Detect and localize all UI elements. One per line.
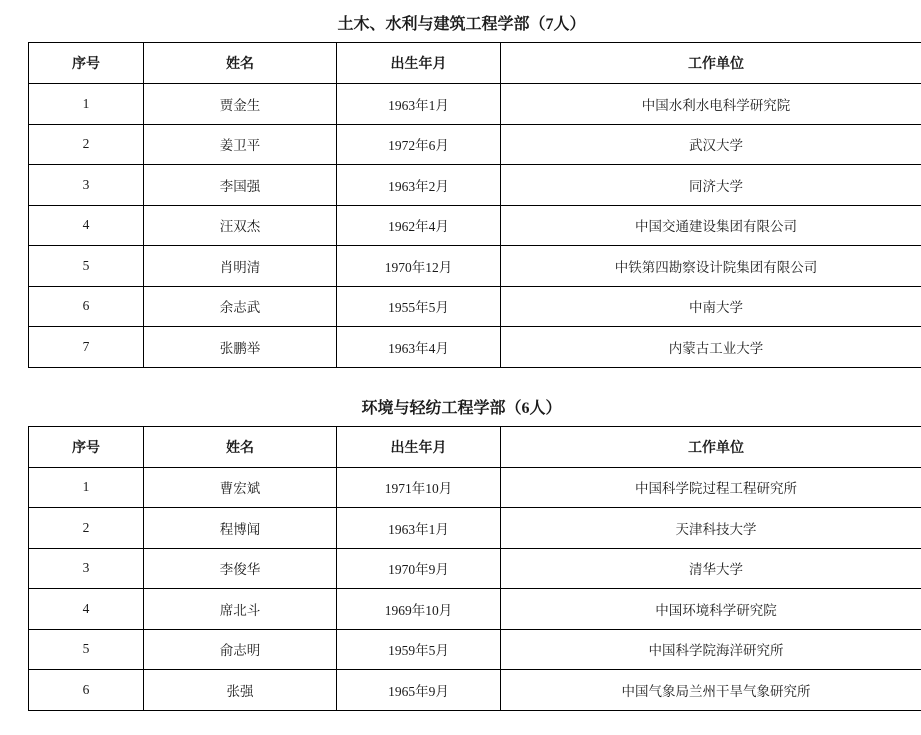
col-header-no: 序号 xyxy=(29,43,144,84)
cell-work-unit: 中国交通建设集团有限公司 xyxy=(501,205,921,246)
cell-birth-date: 1970年9月 xyxy=(337,548,501,589)
cell-birth-date: 1963年4月 xyxy=(337,327,501,368)
table-body xyxy=(29,467,921,710)
table-row xyxy=(29,548,921,589)
cell-birth-date: 1963年2月 xyxy=(337,165,501,206)
cell-birth-date: 1962年4月 xyxy=(337,205,501,246)
cell-name: 余志武 xyxy=(144,286,337,327)
cell-serial-number: 2 xyxy=(29,124,144,165)
cell-work-unit: 中国气象局兰州干旱气象研究所 xyxy=(501,670,921,711)
cell-work-unit: 中国科学院海洋研究所 xyxy=(501,629,921,670)
cell-birth-date: 1963年1月 xyxy=(337,508,501,549)
cell-work-unit: 武汉大学 xyxy=(501,124,921,165)
section-title-civil: 土木、水利与建筑工程学部（7人） xyxy=(337,16,586,33)
header-row xyxy=(29,43,921,84)
division-section-environment xyxy=(0,368,921,711)
cell-work-unit: 中国环境科学研究院 xyxy=(501,589,921,630)
table-row xyxy=(29,286,921,327)
cell-work-unit: 中国水利水电科学研究院 xyxy=(501,84,921,125)
table-row xyxy=(29,508,921,549)
col-header-org: 工作单位 xyxy=(501,43,921,84)
cell-birth-date: 1959年5月 xyxy=(337,629,501,670)
table-row xyxy=(29,670,921,711)
cell-work-unit: 中国科学院过程工程研究所 xyxy=(501,467,921,508)
col-header-birth: 出生年月 xyxy=(337,426,501,467)
section-title-environment: 环境与轻纺工程学部（6人） xyxy=(361,399,562,417)
table-row xyxy=(29,124,921,165)
col-header-no: 序号 xyxy=(29,426,144,467)
cell-name: 肖明清 xyxy=(144,246,337,287)
cell-serial-number: 6 xyxy=(29,670,144,711)
cell-serial-number: 7 xyxy=(29,327,144,368)
table-header xyxy=(29,426,921,467)
cell-serial-number: 3 xyxy=(29,548,144,589)
cell-serial-number: 5 xyxy=(29,246,144,287)
cell-work-unit: 内蒙古工业大学 xyxy=(501,327,921,368)
cell-name: 张强 xyxy=(144,670,337,711)
col-header-org: 工作单位 xyxy=(501,426,921,467)
header-row xyxy=(29,426,921,467)
cell-birth-date: 1970年12月 xyxy=(337,246,501,287)
cell-name: 俞志明 xyxy=(144,629,337,670)
cell-work-unit: 中南大学 xyxy=(501,286,921,327)
cell-work-unit: 中铁第四勘察设计院集团有限公司 xyxy=(501,246,921,287)
cell-name: 席北斗 xyxy=(144,589,337,630)
cell-work-unit: 同济大学 xyxy=(501,165,921,206)
cell-name: 汪双杰 xyxy=(144,205,337,246)
cell-birth-date: 1955年5月 xyxy=(337,286,501,327)
cell-name: 姜卫平 xyxy=(144,124,337,165)
cell-name: 李俊华 xyxy=(144,548,337,589)
col-header-name: 姓名 xyxy=(144,426,337,467)
table-row xyxy=(29,589,921,630)
table-row xyxy=(29,84,921,125)
members-table-environment xyxy=(28,426,921,711)
cell-work-unit: 清华大学 xyxy=(501,548,921,589)
table-row xyxy=(29,165,921,206)
cell-birth-date: 1969年10月 xyxy=(337,589,501,630)
cell-name: 李国强 xyxy=(144,165,337,206)
table-row xyxy=(29,246,921,287)
cell-serial-number: 3 xyxy=(29,165,144,206)
cell-name: 贾金生 xyxy=(144,84,337,125)
cell-serial-number: 5 xyxy=(29,629,144,670)
cell-birth-date: 1971年10月 xyxy=(337,467,501,508)
col-header-name: 姓名 xyxy=(144,43,337,84)
table-row xyxy=(29,629,921,670)
table-header xyxy=(29,43,921,84)
cell-birth-date: 1965年9月 xyxy=(337,670,501,711)
cell-name: 张鹏举 xyxy=(144,327,337,368)
cell-serial-number: 6 xyxy=(29,286,144,327)
cell-birth-date: 1963年1月 xyxy=(337,84,501,125)
table-row xyxy=(29,467,921,508)
table-row xyxy=(29,205,921,246)
cell-work-unit: 天津科技大学 xyxy=(501,508,921,549)
cell-name: 曹宏斌 xyxy=(144,467,337,508)
cell-birth-date: 1972年6月 xyxy=(337,124,501,165)
cell-serial-number: 1 xyxy=(29,84,144,125)
col-header-birth: 出生年月 xyxy=(337,43,501,84)
table-body xyxy=(29,84,921,368)
table-row xyxy=(29,327,921,368)
cell-serial-number: 1 xyxy=(29,467,144,508)
cell-serial-number: 2 xyxy=(29,508,144,549)
cell-serial-number: 4 xyxy=(29,589,144,630)
members-table-civil xyxy=(28,42,921,368)
cell-serial-number: 4 xyxy=(29,205,144,246)
cell-name: 程博闻 xyxy=(144,508,337,549)
